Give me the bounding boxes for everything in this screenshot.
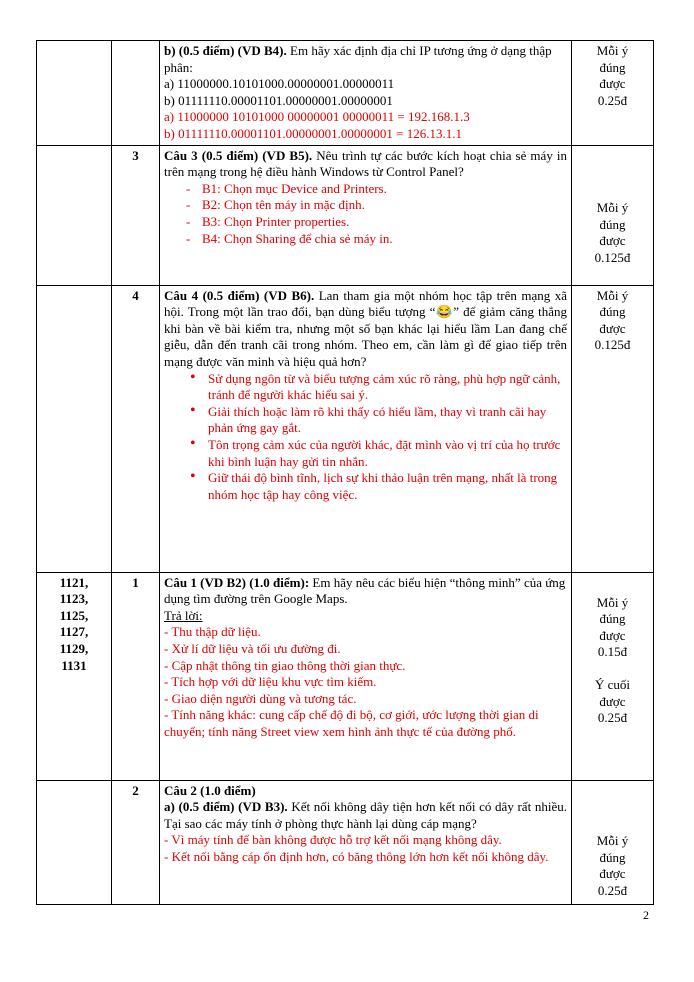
- question-title: Câu 4 (0.5 điểm) (VD B6).: [164, 287, 315, 303]
- question-text: Nêu trình tự các bước kích hoạt chia sẻ máy in trên mạng trong hệ điều hành Windows từ Control Panel?: [164, 147, 567, 180]
- question-title: b) (0.5 điểm) (VD B4).: [164, 43, 287, 58]
- answer-item: - Cập nhật thông tin giao thông thời gian thực.: [164, 657, 406, 673]
- table-row: [37, 572, 654, 780]
- class-code-cell: [37, 780, 112, 904]
- question-item: b) 01111110.00001101.00000001.00000001: [164, 92, 393, 108]
- score-cell: [572, 572, 654, 780]
- question-text: Kết nối không dây tiện hơn kết nối có dây rất nhiều. Tại sao các máy tính ở phòng thực hành lại dùng cáp mạng?: [164, 799, 567, 831]
- table-row: [37, 145, 654, 285]
- answer-item: - Tính năng khác: cung cấp chế độ đi bộ, cơ giới, ước lượng thời gian di chuyển; tính năng Street view xem hình ảnh thực tế của đường phố.: [164, 707, 539, 739]
- answer-steps: [164, 181, 567, 247]
- question-number-cell: [112, 41, 160, 146]
- score-line: Ý cuối: [594, 676, 631, 692]
- list-item: • Sử dụng ngôn từ và biểu tượng cảm xúc rõ ràng, phù hợp ngữ cảnh, tránh để người khác hiểu sai ý.: [186, 371, 567, 404]
- question-number-cell: 4: [112, 285, 160, 572]
- question-cell: [160, 285, 572, 572]
- score-line: Mỗi ý: [596, 594, 629, 610]
- list-item: - B4: Chọn Sharing để chia sẻ máy in.: [186, 231, 567, 248]
- score-line: được: [599, 76, 626, 92]
- class-code-cell: [37, 41, 112, 146]
- score-line: đúng: [599, 304, 626, 320]
- score-line: được: [599, 693, 626, 709]
- score-line: đúng: [599, 59, 626, 75]
- class-code-cell: [37, 145, 112, 285]
- question-text: Em hãy xác định địa chỉ IP tương ứng ở dạng thập phân:: [164, 43, 552, 75]
- question-text: ” để giảm căng thẳng khi bàn về bài kiểm tra, nhưng một số bạn khác lại hiểu lầm Lan đang chế giễu, dẫn đến tranh cãi trong nhóm. Theo em, cần làm gì để giao tiếp trên mạng được văn minh và hiệu quả hơn?: [164, 304, 568, 369]
- question-number-cell: 2: [112, 780, 160, 904]
- class-code: 1129,: [59, 640, 89, 656]
- score-line: Mỗi ý: [596, 200, 629, 216]
- score-line: được: [599, 627, 626, 643]
- score-line: Mỗi ý: [596, 43, 629, 58]
- question-number-cell: 3: [112, 145, 160, 285]
- score-line: được: [599, 320, 626, 336]
- question-number-cell: 1: [112, 572, 160, 780]
- class-code: 1131: [61, 657, 87, 673]
- table-row: [37, 780, 654, 904]
- answer-item: - Tích hợp với dữ liệu khu vực tìm kiếm.: [164, 674, 377, 690]
- answer-list: [164, 371, 567, 504]
- page-number: 2: [643, 908, 649, 922]
- score-line: đúng: [599, 611, 626, 627]
- class-code: 1127,: [59, 624, 89, 640]
- question-heading: Câu 2 (1.0 điểm): [164, 782, 256, 798]
- score-cell: [572, 285, 654, 572]
- question-text: Lan tham gia một nhóm học tập trên mạng xã hội. Trong một lần trao đổi, bạn dùng biểu tượng “: [164, 287, 567, 320]
- class-code-cell: [37, 285, 112, 572]
- list-item: • Giải thích hoặc làm rõ khi thấy có hiểu lầm, thay vì tranh cãi hay phản ứng gay gắt.: [186, 404, 567, 437]
- score-cell: [572, 145, 654, 285]
- answer-item: - Vì máy tính để bàn không được hỗ trợ kết nối mạng không dây.: [164, 832, 502, 848]
- list-item: • Tôn trọng cảm xúc của người khác, đặt mình vào vị trí của họ trước khi bình luận hay gửi tin nhắn.: [186, 437, 567, 470]
- answer-item: - Kết nối bằng cáp ổn định hơn, có băng thông lớn hơn kết nối không dây.: [164, 848, 549, 864]
- class-code: 1125,: [59, 607, 89, 623]
- score-line: Mỗi ý: [596, 833, 629, 849]
- list-item: - B2: Chọn tên máy in mặc định.: [186, 197, 567, 214]
- question-cell: [160, 145, 572, 285]
- question-item: a) 11000000.10101000.00000001.00000011: [164, 76, 395, 92]
- question-title: Câu 1 (VD B2) (1.0 điểm):: [164, 574, 310, 590]
- score-line: 0.25đ: [597, 710, 628, 726]
- score-line: được: [599, 233, 626, 249]
- class-code-cell: [37, 572, 112, 780]
- score-cell: [572, 41, 654, 146]
- list-item: • Giữ thái độ bình tĩnh, lịch sự khi thảo luận trên mạng, nhất là trong nhóm học tập hay công việc.: [186, 470, 567, 503]
- score-line: 0.25đ: [597, 92, 628, 108]
- score-line: 0.15đ: [597, 644, 628, 660]
- answer-item: - Giao diện người dùng và tương tác.: [164, 690, 357, 706]
- table-row: [37, 285, 654, 572]
- table-row: [37, 41, 654, 146]
- question-text: Em hãy nêu các biểu hiện “thông minh” của ứng dụng tìm đường trên Google Maps.: [164, 574, 566, 607]
- answer-item: - Xử lí dữ liệu và tối ưu đường đi.: [164, 640, 341, 656]
- list-item: - B3: Chọn Printer properties.: [186, 214, 567, 231]
- answer-item: a) 11000000 10101000 00000001 00000011 = 192.168.1.3: [164, 109, 470, 125]
- score-line: 0.25đ: [597, 882, 628, 898]
- answer-item: - Thu thập dữ liệu.: [164, 624, 261, 640]
- score-line: 0.125đ: [594, 249, 631, 265]
- score-line: được: [599, 866, 626, 882]
- answer-key-table: [36, 40, 654, 905]
- question-cell: [160, 41, 572, 146]
- score-line: Mỗi ý: [596, 287, 629, 303]
- question-title: a) (0.5 điểm) (VD B3).: [164, 799, 288, 815]
- score-line: đúng: [599, 849, 626, 865]
- list-item: - B1: Chọn mục Device and Printers.: [186, 181, 567, 198]
- score-cell: [572, 780, 654, 904]
- answer-label: Trả lời:: [164, 607, 203, 623]
- class-code: 1123,: [59, 591, 89, 607]
- class-code: 1121,: [59, 574, 89, 590]
- answer-item: b) 01111110.00001101.00000001.00000001 = 126.13.1.1: [164, 125, 463, 141]
- question-cell: [160, 572, 572, 780]
- laughing-emoji-icon: 😂: [435, 304, 454, 320]
- question-title: Câu 3 (0.5 điểm) (VD B5).: [164, 147, 313, 163]
- score-line: đúng: [599, 216, 626, 232]
- score-line: 0.125đ: [594, 337, 631, 353]
- question-cell: [160, 780, 572, 904]
